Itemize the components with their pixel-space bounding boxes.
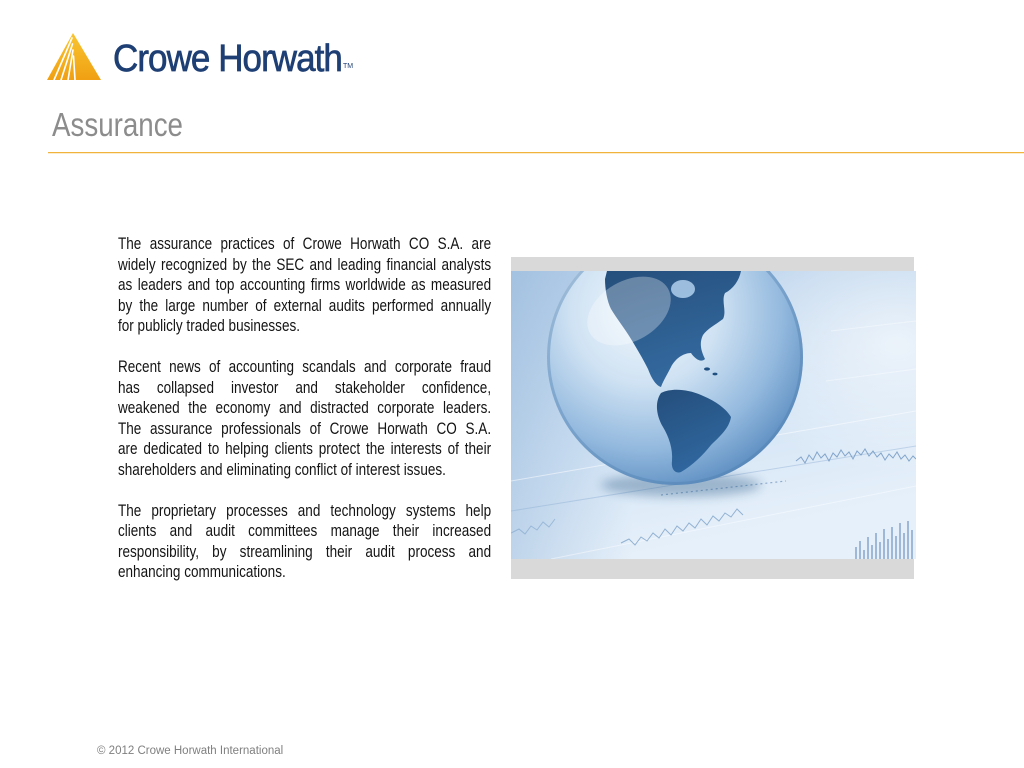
globe-photo <box>511 271 916 559</box>
body-text-line: by the large number of external audits performed annually <box>118 296 492 315</box>
body-text-line: widely recognized by the SEC and leading financial analysts <box>118 255 492 274</box>
body-text-line: Recent news of accounting scandals and corporate fraud <box>118 358 492 376</box>
copyright-footer: © 2012 Crowe Horwath International <box>97 745 284 757</box>
body-text-line: The assurance professionals of Crowe Horwath CO S.A. <box>118 419 492 438</box>
body-text <box>118 234 491 583</box>
body-text-line: as leaders and top accounting firms worldwide as measured <box>118 276 492 294</box>
body-text-line: weakened the economy and distracted corporate leaders. <box>118 399 492 417</box>
slide-title: Assurance <box>52 106 183 143</box>
body-text-line: are dedicated to helping clients protect the interests of their <box>118 440 492 458</box>
body-text-line: has collapsed investor and stakeholder confidence, <box>118 378 492 397</box>
trademark-mark: TM <box>343 63 354 70</box>
logo-wordmark: Crowe Horwath <box>113 38 342 80</box>
body-text-line: clients and audit committees manage their increased <box>118 522 492 540</box>
body-paragraph <box>118 357 491 480</box>
body-text-line: shareholders and eliminating conflict of interest issues. <box>118 460 446 479</box>
body-paragraph <box>118 501 491 583</box>
title-divider <box>48 152 1024 153</box>
crowe-peak-icon <box>46 32 102 82</box>
body-text-line: responsibility, by streamlining their audit process and <box>118 542 492 561</box>
body-text-line: The assurance practices of Crowe Horwath CO S.A. are <box>118 235 492 253</box>
body-text-line: enhancing communications. <box>118 563 286 581</box>
body-text-line: The proprietary processes and technology systems help <box>118 501 492 520</box>
body-paragraph <box>118 234 491 337</box>
body-text-line: for publicly traded businesses. <box>118 317 301 335</box>
